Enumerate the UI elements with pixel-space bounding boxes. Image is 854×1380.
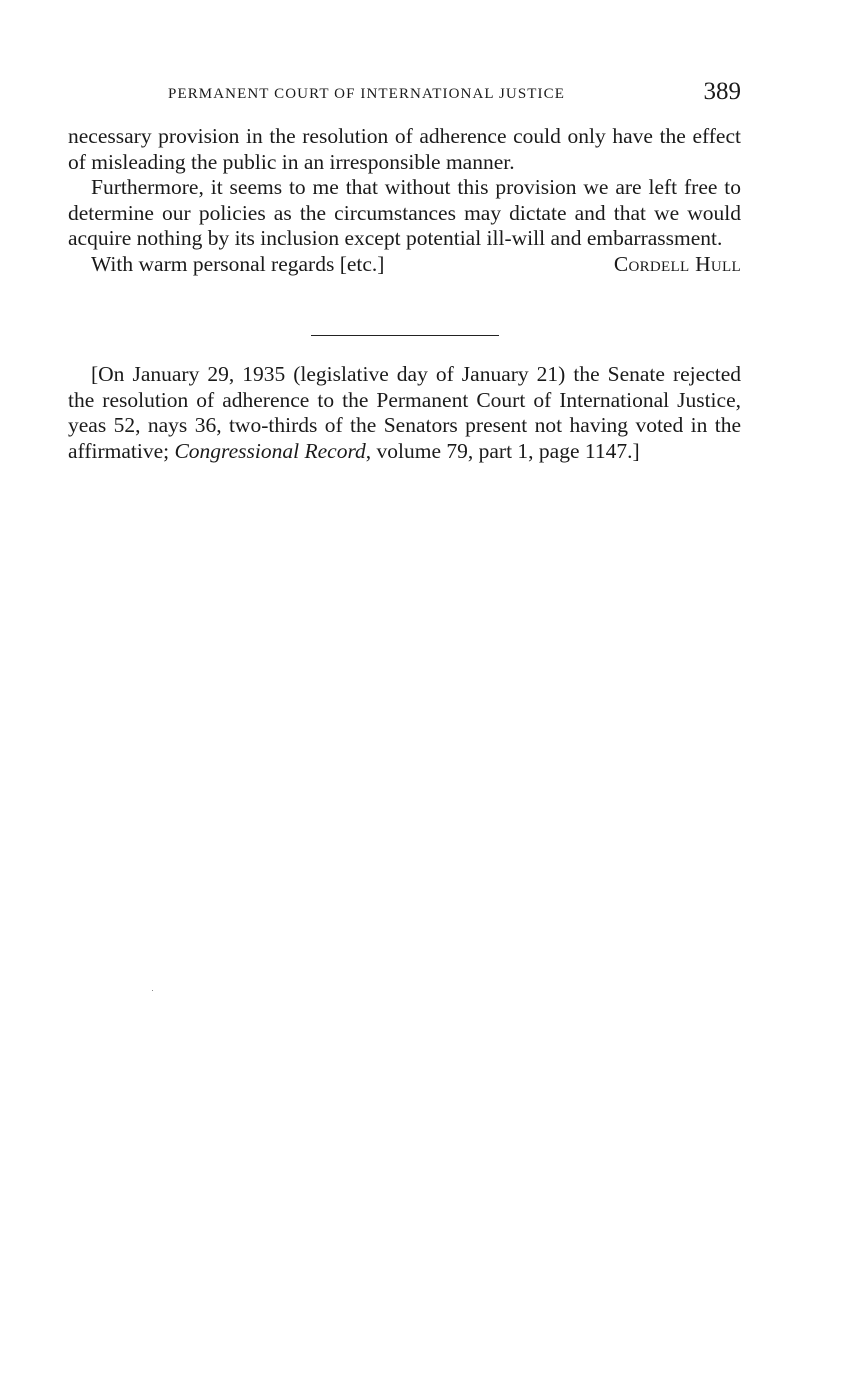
paragraph-continued: necessary provision in the resolution of adherence could only have the effect of misleading the public in an irresponsible manner. [68,124,741,174]
letter-body [68,124,741,278]
paragraph: Furthermore, it seems to me that without this provision we are left free to determine our policies as the circumstances may dictate and that we would acquire nothing by its inclusion except potential ill-will and embarrassment. [68,175,741,251]
note-text-end: , volume 79, part 1, page 1147.] [365,438,640,463]
complimentary-close: With warm personal regards [etc.] [91,251,385,276]
running-head [68,78,741,110]
note-text: [On January 29, 1935 (legislative day of January 21) the Senate rejected the resolution of adherence to the Permanent Court of International Justice, yeas 52, nays 36, two-thirds of the Senators present not having voted in the affirmative; [68,362,741,463]
closing-line [68,252,741,278]
page-number: 389 [703,78,741,105]
citation-title: Congressional Record [174,438,366,463]
editorial-note-paragraph [68,362,741,464]
editorial-note [68,362,741,464]
section-divider [311,335,499,336]
signature: Cordell Hull [613,251,741,276]
scan-speck [152,990,153,991]
running-title: PERMANENT COURT OF INTERNATIONAL JUSTICE [168,86,565,102]
